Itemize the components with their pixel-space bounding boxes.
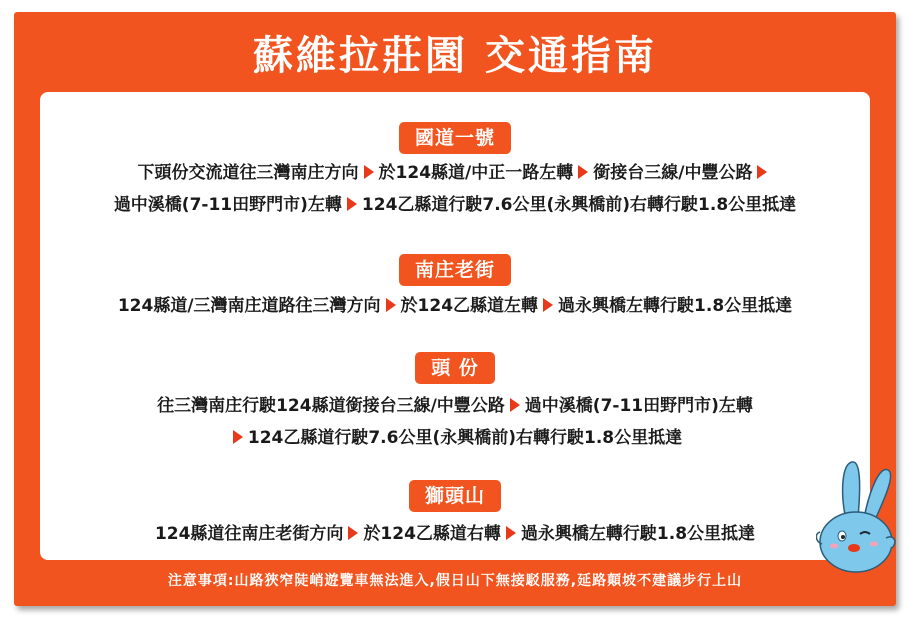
arrow-right-icon — [506, 526, 516, 540]
section-label: 獅頭山 — [409, 480, 501, 512]
rabbit-mascot-icon — [816, 458, 898, 576]
route-line — [40, 518, 870, 550]
page-title: 蘇維拉莊園 交通指南 — [253, 33, 657, 79]
section-freeway-1 — [40, 122, 870, 221]
arrow-right-icon — [233, 430, 243, 444]
arrow-right-icon — [757, 165, 767, 179]
route-step: 於124縣道/中正一路左轉 — [378, 163, 574, 183]
arrow-right-icon — [578, 165, 588, 179]
section-label: 國道一號 — [399, 122, 511, 154]
route-line — [40, 290, 870, 322]
route-step: 過永興橋左轉行駛1.8公里抵達 — [558, 296, 793, 316]
route-step: 往三灣南庄行駛124縣道銜接台三線/中豐公路 — [157, 396, 505, 416]
route-step: 124乙縣道行駛7.6公里(永興橋前)右轉行駛1.8公里抵達 — [361, 195, 797, 215]
route-step: 過永興橋左轉行駛1.8公里抵達 — [520, 524, 756, 544]
route-step: 過中溪橋(7-11田野門市)左轉 — [524, 396, 753, 416]
route-step: 於124乙縣道右轉 — [363, 524, 501, 544]
arrow-right-icon — [510, 398, 520, 412]
arrow-right-icon — [543, 298, 553, 312]
section-label: 南庄老街 — [399, 254, 511, 286]
route-step: 下頭份交流道往三灣南庄方向 — [137, 163, 359, 183]
route-step: 124縣道往南庄老街方向 — [154, 524, 344, 544]
route-step: 銜接台三線/中豐公路 — [593, 163, 753, 183]
arrow-right-icon — [347, 197, 357, 211]
route-step: 124縣道/三灣南庄道路往三灣方向 — [117, 296, 381, 316]
route-line — [40, 390, 870, 422]
route-line — [40, 189, 870, 221]
section-label: 頭 份 — [415, 352, 495, 384]
section-lion-head-mountain — [40, 480, 870, 550]
route-step: 過中溪橋(7-11田野門市)左轉 — [113, 195, 342, 215]
arrow-right-icon — [386, 298, 396, 312]
section-nanzhuang-old-street — [40, 254, 870, 322]
arrow-right-icon — [364, 165, 374, 179]
route-step: 於124乙縣道左轉 — [400, 296, 539, 316]
section-toufen — [40, 352, 870, 454]
route-line — [40, 422, 870, 454]
route-step: 124乙縣道行駛7.6公里(永興橋前)右轉行駛1.8公里抵達 — [247, 428, 683, 448]
directions-card — [40, 92, 870, 560]
notice-text: 注意事項:山路狹窄陡峭遊覽車無法進入,假日山下無接駁服務,延路顛坡不建議步行上山 — [167, 573, 743, 589]
route-line — [40, 157, 870, 189]
arrow-right-icon — [348, 526, 358, 540]
guide-frame — [14, 12, 896, 606]
